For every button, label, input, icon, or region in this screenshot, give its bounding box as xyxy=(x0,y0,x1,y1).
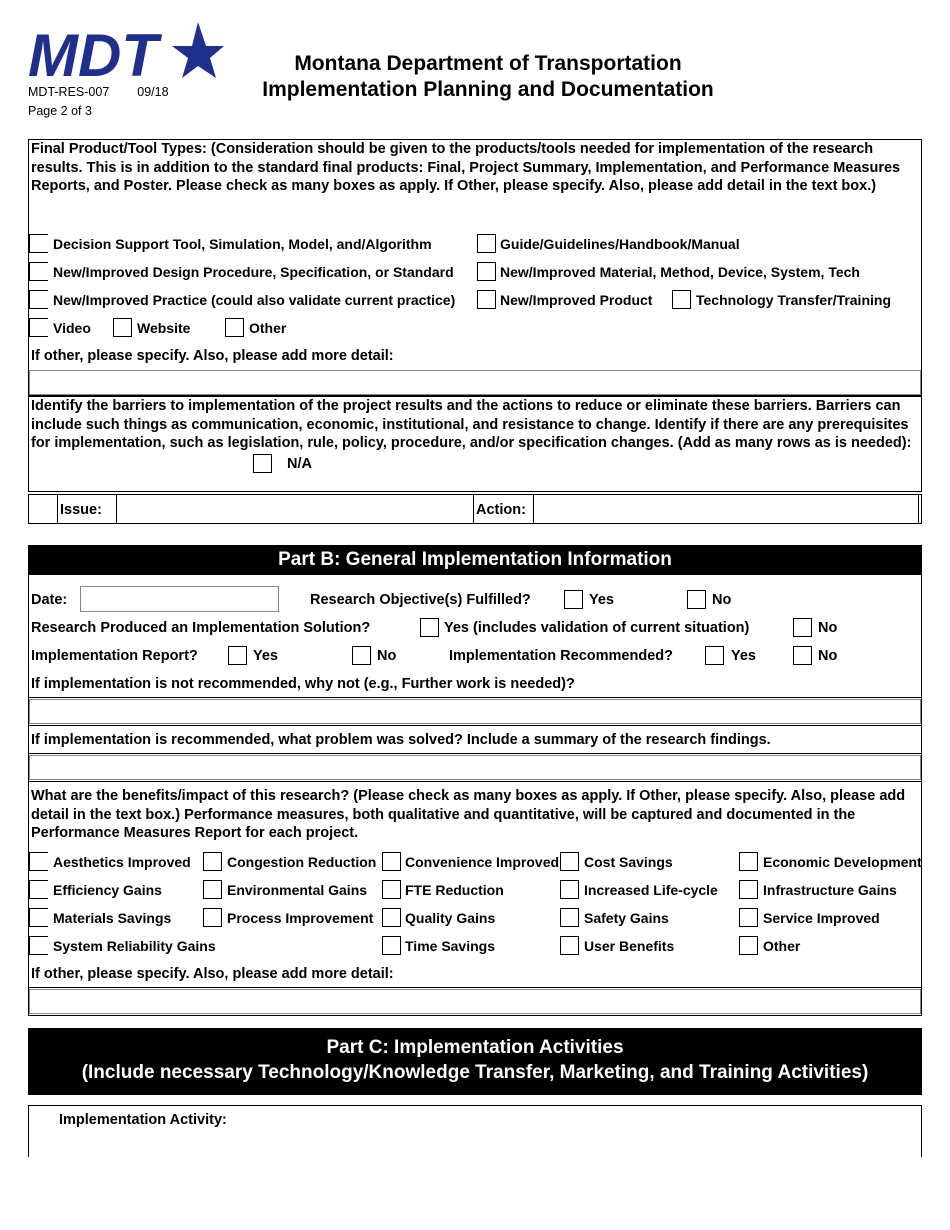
benefit-checkbox[interactable] xyxy=(560,936,579,955)
benefit-label: Process Improvement xyxy=(227,910,374,926)
solution-label: Research Produced an Implementation Solution? xyxy=(31,620,371,636)
option-label: Video xyxy=(53,320,91,336)
date-label: Date: xyxy=(31,592,68,608)
form-code: MDT-RES-007 09/18 xyxy=(28,85,169,99)
option-checkbox[interactable] xyxy=(113,318,132,337)
benefit-checkbox[interactable] xyxy=(382,908,401,927)
objective-yes-checkbox[interactable] xyxy=(564,590,583,609)
benefit-checkbox[interactable] xyxy=(203,880,222,899)
benefit-label: Convenience Improved xyxy=(405,854,560,870)
option-label: Website xyxy=(137,320,191,336)
yes-label: Yes xyxy=(731,648,756,664)
page-subtitle: Implementation Planning and Documentation xyxy=(262,78,714,101)
yes-label: Yes xyxy=(253,648,278,664)
benefit-label: Environmental Gains xyxy=(227,882,368,898)
benefit-checkbox[interactable] xyxy=(560,908,579,927)
benefit-checkbox[interactable] xyxy=(560,852,579,871)
benefit-checkbox[interactable] xyxy=(560,880,579,899)
objective-no-checkbox[interactable] xyxy=(687,590,706,609)
recommended-prompt: If implementation is recommended, what problem was solved? Include a summary of the research findings. xyxy=(31,732,771,748)
option-checkbox[interactable] xyxy=(477,262,496,281)
benefit-label: User Benefits xyxy=(584,938,675,954)
page-number: Page 2 of 3 xyxy=(28,104,92,118)
report-no-checkbox[interactable] xyxy=(352,646,371,665)
benefit-label: Economic Development xyxy=(763,854,922,870)
solution-yes-label: Yes (includes validation of current situation) xyxy=(444,620,750,636)
option-label: New/Improved Practice (could also validate current practice) xyxy=(53,292,456,308)
recommended-yes-checkbox[interactable] xyxy=(705,646,724,665)
final-products-detail-field[interactable] xyxy=(29,370,921,395)
mdt-logo xyxy=(26,20,226,82)
report-label: Implementation Report? xyxy=(31,648,198,664)
part-c-title: Part C: Implementation Activities xyxy=(326,1037,624,1058)
benefit-label: Quality Gains xyxy=(405,910,496,926)
option-checkbox[interactable] xyxy=(29,234,48,253)
part-b-title: Part B: General Implementation Information xyxy=(28,545,922,575)
na-label: N/A xyxy=(287,456,312,472)
benefit-label: System Reliability Gains xyxy=(53,938,216,954)
benefit-checkbox[interactable] xyxy=(29,908,48,927)
benefits-detail-field[interactable] xyxy=(29,989,921,1014)
option-label: New/Improved Material, Method, Device, System, Tech xyxy=(500,264,860,280)
action-label: Action: xyxy=(476,502,526,518)
benefit-checkbox[interactable] xyxy=(382,880,401,899)
solution-yes-checkbox[interactable] xyxy=(420,618,439,637)
option-label: Technology Transfer/Training xyxy=(696,292,891,308)
part-c-banner xyxy=(28,1028,922,1095)
benefits-other-prompt: If other, please specify. Also, please add more detail: xyxy=(31,966,394,982)
benefit-checkbox[interactable] xyxy=(382,936,401,955)
option-checkbox[interactable] xyxy=(29,262,48,281)
benefit-checkbox[interactable] xyxy=(739,880,758,899)
implementation-activity-label: Implementation Activity: xyxy=(59,1112,227,1128)
benefit-label: Safety Gains xyxy=(584,910,669,926)
recommended-label: Implementation Recommended? xyxy=(449,648,673,664)
benefit-checkbox[interactable] xyxy=(739,936,758,955)
recommended-no-checkbox[interactable] xyxy=(793,646,812,665)
option-checkbox[interactable] xyxy=(672,290,691,309)
solution-no-checkbox[interactable] xyxy=(793,618,812,637)
final-products-intro: Final Product/Tool Types: (Consideration should be given to the products/tools needed for implementation of the research results. This is in addition to the standard final products: Final, Project Summary, Implementation, and Performance Measures Reports, and Poster. Please check as many boxes as apply. If Other, please specify. Also, please add detail in the text box.) xyxy=(31,141,901,194)
no-label: No xyxy=(712,592,732,608)
benefits-intro: What are the benefits/impact of this research? (Please check as many boxes as apply. If Other, please specify. Also, please add detail in the text box.) Performance measures, both qualitative and quantitative, will be captured and documented in the Performance Measures Report for each project. xyxy=(31,788,906,841)
other-prompt: If other, please specify. Also, please add more detail: xyxy=(31,348,394,364)
yes-label: Yes xyxy=(589,592,614,608)
not-recommended-field[interactable] xyxy=(29,699,921,724)
option-checkbox[interactable] xyxy=(477,234,496,253)
option-label: Decision Support Tool, Simulation, Model, and/Algorithm xyxy=(53,236,432,252)
na-checkbox[interactable] xyxy=(253,454,272,473)
benefit-label: Service Improved xyxy=(763,910,880,926)
benefit-checkbox[interactable] xyxy=(29,936,48,955)
svg-text:MDT: MDT xyxy=(28,22,158,82)
option-label: New/Improved Design Procedure, Specification, or Standard xyxy=(53,264,454,280)
benefit-checkbox[interactable] xyxy=(203,908,222,927)
option-checkbox[interactable] xyxy=(29,290,48,309)
benefit-label: FTE Reduction xyxy=(405,882,504,898)
benefit-label: Infrastructure Gains xyxy=(763,882,897,898)
option-checkbox[interactable] xyxy=(29,318,48,337)
page-title: Montana Department of Transportation xyxy=(294,52,682,75)
no-label: No xyxy=(818,620,838,636)
benefit-checkbox[interactable] xyxy=(382,852,401,871)
benefit-label: Congestion Reduction xyxy=(227,854,377,870)
benefit-checkbox[interactable] xyxy=(29,852,48,871)
benefit-label: Materials Savings xyxy=(53,910,172,926)
option-checkbox[interactable] xyxy=(225,318,244,337)
report-yes-checkbox[interactable] xyxy=(228,646,247,665)
option-checkbox[interactable] xyxy=(477,290,496,309)
no-label: No xyxy=(818,648,838,664)
benefit-label: Efficiency Gains xyxy=(53,882,162,898)
benefit-label: Cost Savings xyxy=(584,854,673,870)
benefit-label: Time Savings xyxy=(405,938,496,954)
objective-label: Research Objective(s) Fulfilled? xyxy=(310,592,531,608)
action-field[interactable] xyxy=(534,495,918,523)
not-recommended-prompt: If implementation is not recommended, why not (e.g., Further work is needed)? xyxy=(31,676,575,692)
part-c-subtitle: (Include necessary Technology/Knowledge Transfer, Marketing, and Training Activities) xyxy=(81,1062,869,1083)
issue-field[interactable] xyxy=(117,495,473,523)
issue-label: Issue: xyxy=(60,502,102,518)
benefit-checkbox[interactable] xyxy=(739,852,758,871)
benefit-label: Aesthetics Improved xyxy=(53,854,191,870)
benefit-checkbox[interactable] xyxy=(739,908,758,927)
recommended-field[interactable] xyxy=(29,755,921,780)
option-label: Guide/Guidelines/Handbook/Manual xyxy=(500,236,740,252)
benefit-label: Increased Life-cycle xyxy=(584,882,718,898)
benefit-checkbox[interactable] xyxy=(29,880,48,899)
no-label: No xyxy=(377,648,397,664)
option-label: New/Improved Product xyxy=(500,292,653,308)
benefit-checkbox[interactable] xyxy=(203,852,222,871)
benefit-label: Other xyxy=(763,938,801,954)
barriers-intro: Identify the barriers to implementation of the project results and the actions to reduce or eliminate these barriers. Barriers can include such things as communication, economic, institutional, and resistance to change. Identify if there are any prerequisites for implementation, such as legislation, rule, policy, procedure, and/or specification changes. (Add as many rows as is needed): xyxy=(31,398,912,451)
option-label: Other xyxy=(249,320,287,336)
date-field[interactable] xyxy=(80,586,279,612)
